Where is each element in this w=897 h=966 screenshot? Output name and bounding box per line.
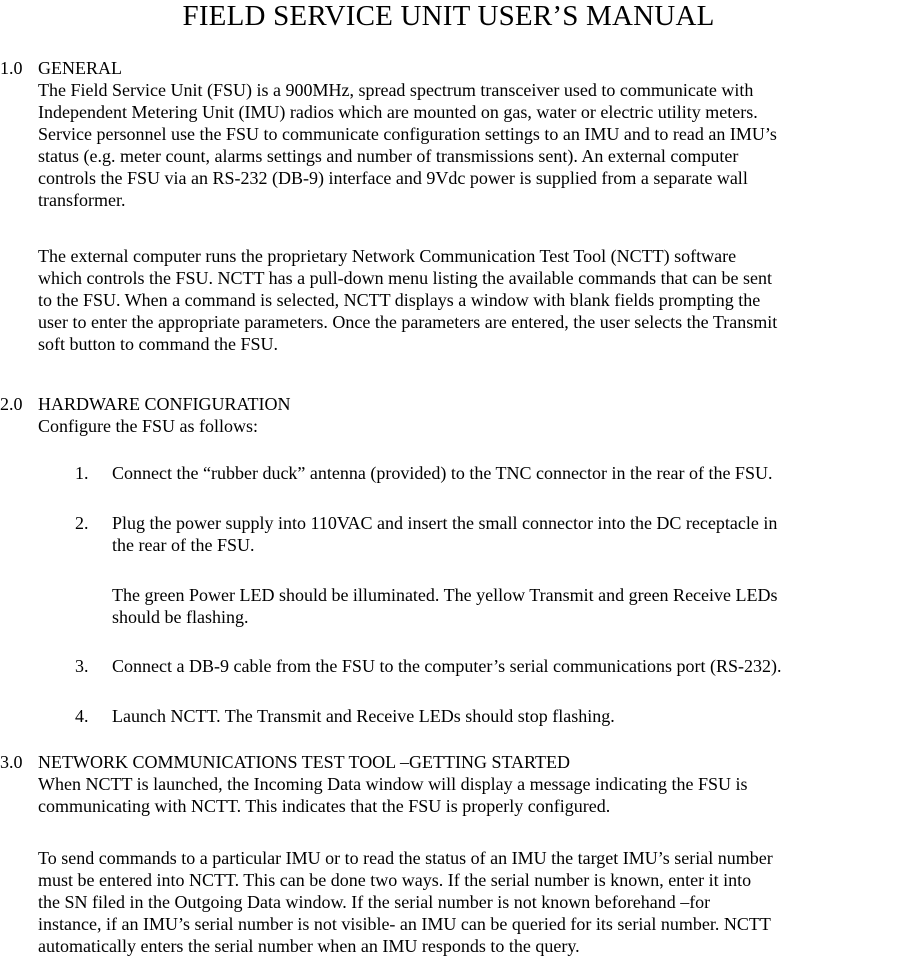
text-line: The Field Service Unit (FSU) is a 900MHz, spread spectrum transceiver used to communicate with: [38, 80, 754, 100]
text-line: To send commands to a particular IMU or to read the status of an IMU the target IMU’s serial number: [38, 848, 773, 868]
paragraph: [38, 773, 897, 817]
section-title: HARDWARE CONFIGURATION: [38, 394, 291, 414]
section-number: 3.0: [0, 752, 23, 772]
text-line: user to enter the appropriate parameters. Once the parameters are entered, the user selects the Transmit: [38, 312, 778, 332]
text-line: which controls the FSU. NCTT has a pull-down menu listing the available commands that can be sent: [38, 268, 773, 288]
text-line: soft button to command the FSU.: [38, 334, 278, 354]
text-line: Independent Metering Unit (IMU) radios which are mounted on gas, water or electric utility meters.: [38, 102, 758, 122]
text-line: transformer.: [38, 190, 126, 210]
list-item-text: [112, 512, 897, 556]
list-item-text: [112, 655, 897, 677]
text-line: controls the FSU via an RS-232 (DB-9) interface and 9Vdc power is supplied from a separate wall: [38, 168, 748, 188]
text-line: the rear of the FSU.: [112, 535, 255, 555]
section-number: 1.0: [0, 58, 23, 78]
paragraph: [38, 79, 897, 211]
text-line: status (e.g. meter count, alarms settings and number of transmissions sent). An external computer: [38, 146, 739, 166]
section-heading-network-communications: [0, 751, 570, 773]
section-number: 2.0: [0, 394, 23, 414]
list-item-number: 4.: [75, 706, 89, 726]
text-line: the SN filed in the Outgoing Data window. If the serial number is not known beforehand –for: [38, 892, 711, 912]
text-line: to the FSU. When a command is selected, NCTT displays a window with blank fields prompting the: [38, 290, 761, 310]
list-item-note-text: [112, 584, 897, 628]
list-item-text: [112, 705, 897, 727]
list-item-number: 1.: [75, 463, 89, 483]
text-line: Launch NCTT. The Transmit and Receive LEDs should stop flashing.: [112, 706, 615, 726]
text-line: Service personnel use the FSU to communicate configuration settings to an IMU and to read an IMU’s: [38, 124, 777, 144]
document-title: FIELD SERVICE UNIT USER’S MANUAL: [182, 0, 715, 32]
text-line: instance, if an IMU’s serial number is not visible- an IMU can be queried for its serial number. NCTT: [38, 914, 771, 934]
section-title: GENERAL: [38, 58, 122, 78]
text-line: must be entered into NCTT. This can be done two ways. If the serial number is known, enter it into: [38, 870, 752, 890]
text-line: should be flashing.: [112, 607, 249, 627]
text-line: communicating with NCTT. This indicates that the FSU is properly configured.: [38, 796, 611, 816]
paragraph: [38, 847, 897, 957]
text-line: Connect the “rubber duck” antenna (provided) to the TNC connector in the rear of the FSU.: [112, 463, 773, 483]
text-line: Configure the FSU as follows:: [38, 416, 258, 436]
paragraph: [38, 245, 897, 355]
text-line: Plug the power supply into 110VAC and insert the small connector into the DC receptacle in: [112, 513, 778, 533]
section-heading-hardware-configuration: [0, 393, 291, 415]
list-item-number: 2.: [75, 513, 89, 533]
list-item-number: 3.: [75, 656, 89, 676]
section-title: NETWORK COMMUNICATIONS TEST TOOL –GETTING STARTED: [38, 752, 570, 772]
list-item-text: [112, 462, 897, 484]
text-line: The external computer runs the proprietary Network Communication Test Tool (NCTT) software: [38, 246, 737, 266]
section-intro: [38, 415, 897, 437]
text-line: The green Power LED should be illuminated. The yellow Transmit and green Receive LEDs: [112, 585, 778, 605]
text-line: automatically enters the serial number when an IMU responds to the query.: [38, 936, 580, 956]
section-heading-general: [0, 57, 122, 79]
text-line: When NCTT is launched, the Incoming Data window will display a message indicating the FSU is: [38, 774, 748, 794]
text-line: Connect a DB-9 cable from the FSU to the computer’s serial communications port (RS-232).: [112, 656, 782, 676]
